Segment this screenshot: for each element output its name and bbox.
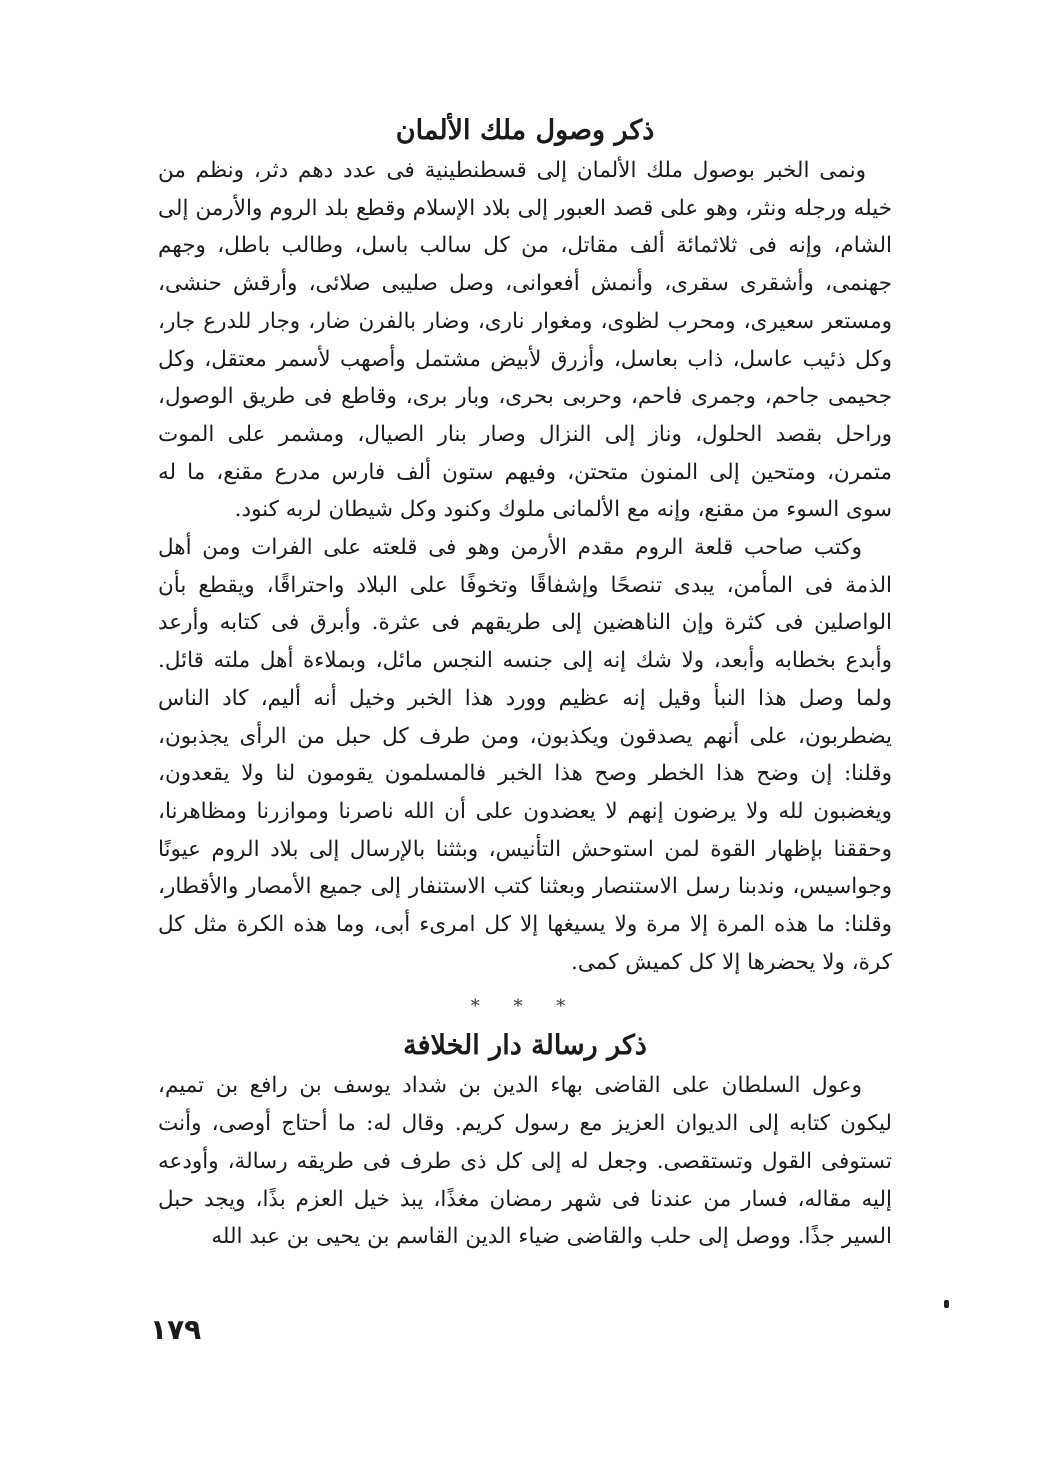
section-separator: * * * <box>470 996 580 1018</box>
page-number: ١٧٩ <box>150 1313 202 1346</box>
paragraph: وعول السلطان على القاضى بهاء الدين بن شداد يوسف بن رافع بن تميم، ليكون كتابه إلى الديوان العزيز مع رسول كريم. وقال له: ما أحتاج أوصى، وأنت تستوفى القول وتستقصى. وجعل له إلى كل ذى طرف فى طريقه رسالة، وأودعه إليه مقاله، فسار من عندنا فى شهر رمضان مغذًا، يبذ خيل العزم بذًا، ويجد حبل السير جذًا. ووصل إلى حلب والقاضى ضياء الدين القاسم بن يحيى بن عبد الله <box>158 1073 892 1250</box>
section-title-2: ذكر رسالة دار الخلافة <box>403 1030 647 1062</box>
ink-dot <box>944 1300 949 1308</box>
page-body <box>158 110 892 1256</box>
paragraph: وكتب صاحب قلعة الروم مقدم الأرمن وهو فى قلعته على الفرات ومن أهل الذمة فى المأمن، يبدى تنصحًا وإشفاقًا وتخوفًا على البلاد واحتراقًا، ويقطع بأن الواصلين فى كثرة وإن الناهضين إلى طريقهم فى عثرة. وأبرق فى كتابه وأرعد وأبدع بخطابه وأبعد، ولا شك إنه إلى جنسه النجس مائل، وبملاءة أهل ملته قائل. ولما وصل هذا النبأ وقيل إنه عظيم وورد هذا الخبر وخيل أنه أليم، كاد الناس يضطربون، على أنهم يصدقون ويكذبون، ومن طرف كل حبل من الرأى يجذبون، وقلنا: إن وضح هذا الخطر وصح هذا الخبر فالمسلمون يقومون لنا ولا يقعدون، ويغضبون لله ولا يرضون إنهم لا يعضدون على أن الله ناصرنا وموازرنا ومظاهرنا، وحققنا بإظهار القوة لمن استوحش التأنيس، وبثثنا بالإرسال إلى بلاد الروم عيونًا وجواسيس، وندبنا رسل الاستنصار وبعثنا كتب الاستنفار إلى جميع الأمصار والأقطار، وقلنا: ما هذه المرة إلا مرة ولا يسيغها إلا كل امرىء أبى، وما هذه الكرة مثل كل كرة، ولا يحضرها إلا كل كميش كمى. <box>158 535 892 975</box>
paragraph: ونمى الخبر بوصول ملك الألمان إلى قسطنطينية فى عدد دهم دثر، ونظم من خيله ورجله ونثر، وهو على قصد العبور إلى بلاد الإسلام وقطع بلد الروم والأرمن إلى الشام، وإنه فى ثلاثمائة ألف مقاتل، من كل سالب باسل، وطالب باطل، وجهم جهنمى، وأشقرى سقرى، وأنمش أفعوانى، وصل صليبى صلائى، وأرقش حنشى، ومستعر سعيرى، ومحرب لظوى، ومغوار نارى، وضار بالفرن ضار، وجار للدرع جار، وكل ذئيب عاسل، ذاب بعاسل، وأزرق لأبيض مشتمل وأصهب لأسمر معتقل، وكل جحيمى جاحم، وجمرى فاحم، وحربى بحرى، وبار برى، وقاطع فى طريق الوصول، وراحل بقصد الحلول، وناز إلى النزال وصار بنار الصيال، ومشمر على الموت متمرن، ومتحين إلى المنون متحتن، وفيهم ستون ألف فارس مدرع مقنع، ما له سوى السوء من مقنع، وإنه مع الألمانى ملوك وكنود وكل شيطان لربه كنود. <box>158 158 892 523</box>
section-title-1: ذكر وصول ملك الألمان <box>395 115 655 146</box>
